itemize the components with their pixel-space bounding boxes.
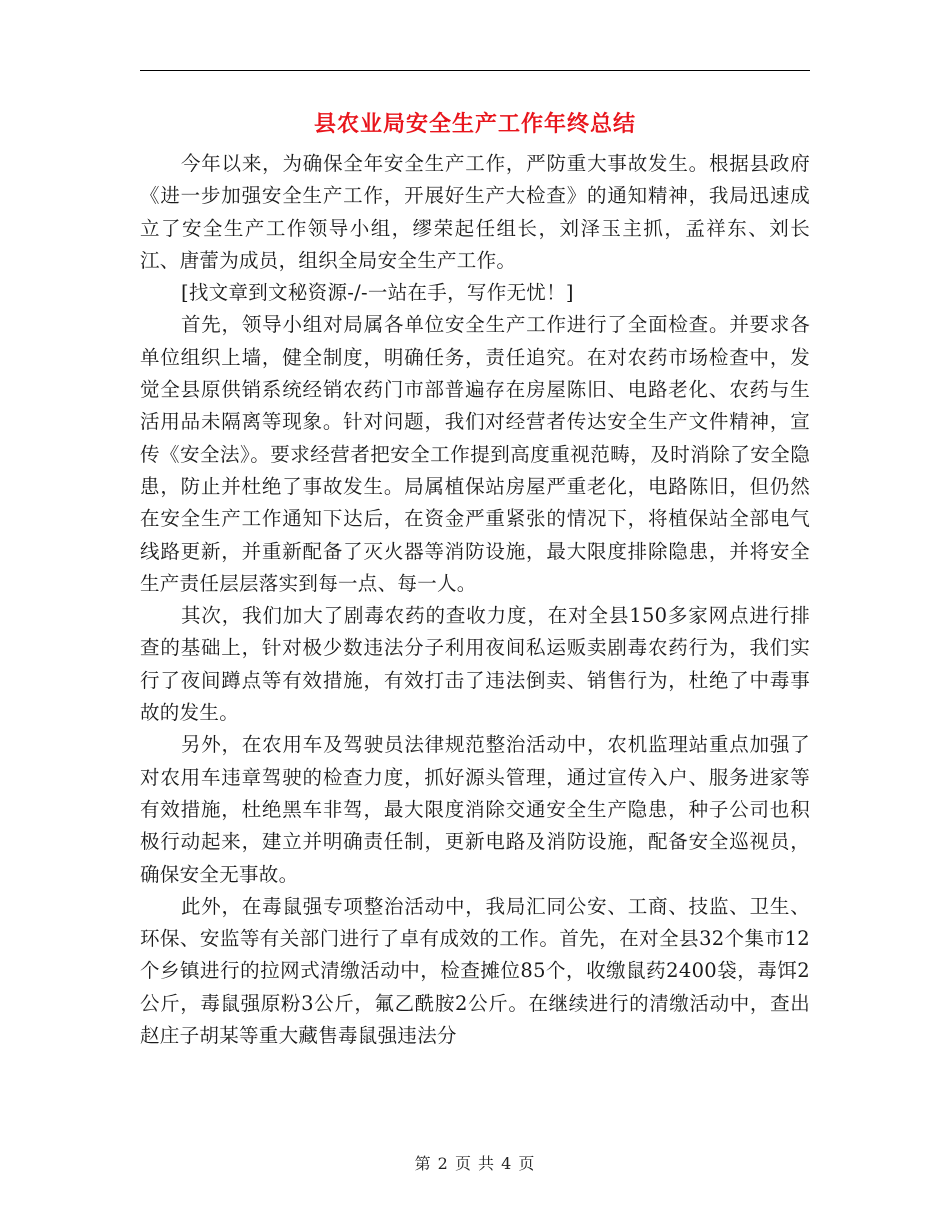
page-number-footer: 第 2 页 共 4 页 — [414, 1154, 536, 1173]
paragraph-intro: 今年以来，为确保全年安全生产工作，严防重大事故发生。根据县政府《进一步加强安全生产工作，开展好生产大检查》的通知精神，我局迅速成立了安全生产工作领导小组，缪荣起任组长，刘泽玉主抓，孟祥东、刘长江、唐蕾为成员，组织全局安全生产工作。 — [140, 152, 810, 272]
paragraph-third: 另外，在农用车及驾驶员法律规范整治活动中，农机监理站重点加强了对农用车违章驾驶的检查力度，抓好源头管理，通过宣传入户、服务进家等有效措施，杜绝黑车非驾，最大限度消除交通安全生产隐患，种子公司也积极行动起来，建立并明确责任制，更新电路及消防设施，配备安全巡视员，确保安全无事故。 — [140, 733, 810, 886]
document-body — [140, 148, 810, 1052]
header-rule — [140, 70, 810, 71]
paragraph-first: 首先，领导小组对局属各单位安全生产工作进行了全面检查。并要求各单位组织上墙，健全制度，明确任务，责任追究。在对农药市场检查中，发觉全县原供销系统经销农药门市部普遍存在房屋陈旧、电路老化、农药与生活用品未隔离等现象。针对问题，我们对经营者传达安全生产文件精神，宣传《安全法》。要求经营者把安全工作提到高度重视范畴，及时消除了安全隐患，防止并杜绝了事故发生。局属植保站房屋严重老化，电路陈旧，但仍然在安全生产工作通知下达后，在资金严重紧张的情况下，将植保站全部电气线路更新，并重新配备了灭火器等消防设施，最大限度排除隐患，并将安全生产责任层层落实到每一点、每一人。 — [140, 313, 810, 595]
document-title: 县农业局安全生产工作年终总结 — [313, 111, 636, 137]
paragraph-source-note: [找文章到文秘资源-/-一站在手，写作无忧！] — [180, 281, 574, 305]
paragraph-fourth: 此外，在毒鼠强专项整治活动中，我局汇同公安、工商、技监、卫生、环保、安监等有关部门进行了卓有成效的工作。首先，在对全县32个集市12个乡镇进行的拉网式清缴活动中，检查摊位85个，收缴鼠药2400袋，毒饵2公斤，毒鼠强原粉3公斤，氟乙酰胺2公斤。在继续进行的清缴活动中，查出赵庄子胡某等重大藏售毒鼠强违法分 — [140, 894, 810, 1048]
paragraph-second: 其次，我们加大了剧毒农药的查收力度，在对全县150多家网点进行排查的基础上，针对极少数违法分子利用夜间私运贩卖剧毒农药行为，我们实行了夜间蹲点等有效措施，有效打击了违法倒卖、销售行为，杜绝了中毒事故的发生。 — [140, 604, 810, 725]
